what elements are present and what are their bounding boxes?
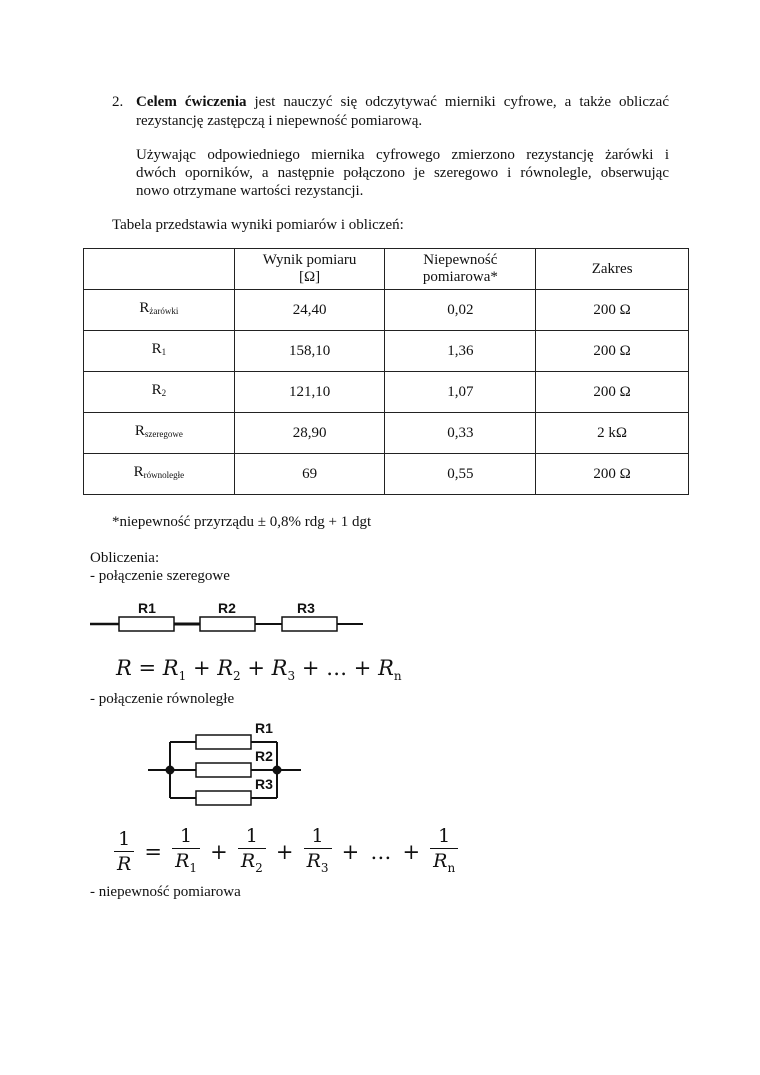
series-heading: - połączenie szeregowe (90, 568, 230, 584)
method-line-2: dwóch oporników, a następnie połączono je szeregowo i równolegle, obserwując (136, 165, 669, 181)
series-dots: … (326, 656, 348, 680)
intro-line-2: rezystancję zastępczą i niepewność pomiarową. (136, 113, 423, 129)
header-uncertainty (385, 249, 536, 290)
intro-rest: jest nauczyć się odczytywać mierniki cyfrowe, a także obliczać (246, 94, 669, 110)
fraction-r1: $\frac{1}{R_1}$ (172, 824, 200, 880)
row-range: 200 Ω (536, 454, 689, 495)
row-label (84, 331, 235, 372)
row-value: 69 (234, 454, 385, 495)
series-term-2: $R_2$ (217, 656, 241, 684)
row-range: 200 Ω (536, 331, 689, 372)
calc-heading: Obliczenia: (90, 550, 160, 566)
series-plus: + (301, 656, 320, 680)
row-label-sub: 1 (161, 347, 167, 357)
footnote: *niepewność przyrządu ± 0,8% rdg + 1 dgt (112, 514, 372, 530)
series-label-r2: R2 (218, 600, 236, 616)
series-label-r3: R3 (297, 600, 315, 616)
row-value: 24,40 (234, 290, 385, 331)
series-circuit-diagram (90, 598, 365, 638)
row-label-sub: szeregowe (144, 429, 183, 439)
parallel-label-r1: R1 (255, 720, 273, 736)
intro-line-1 (136, 93, 669, 112)
row-range: 200 Ω (536, 290, 689, 331)
method-line-3: nowo otrzymane wartości rezystancji. (136, 183, 364, 199)
row-uncertainty: 0,55 (385, 454, 536, 495)
row-label-base: R (133, 464, 144, 480)
parallel-resistor-2 (196, 763, 251, 777)
fraction-lhs: $\frac{1}{R}$ (114, 827, 134, 876)
header-range: Zakres (536, 249, 689, 290)
parallel-plus: + (341, 839, 360, 864)
parallel-plus: + (275, 839, 294, 864)
table-row (84, 290, 689, 331)
series-plus: + (192, 656, 211, 680)
fraction-r3: $\frac{1}{R_3}$ (304, 824, 332, 880)
parallel-circuit-diagram (148, 718, 303, 808)
row-range: 2 kΩ (536, 413, 689, 454)
table-row (84, 454, 689, 495)
parallel-formula (112, 824, 460, 880)
series-resistor-3 (282, 617, 337, 631)
header-uncertainty-line1: Niepewność (423, 252, 498, 268)
row-uncertainty: 1,07 (385, 372, 536, 413)
series-plus: + (353, 656, 372, 680)
row-label-sub: 2 (161, 388, 167, 398)
series-term-n: $R_n$ (378, 656, 402, 684)
row-value: 28,90 (234, 413, 385, 454)
series-label-r1: R1 (138, 600, 156, 616)
header-uncertainty-line2: pomiarowa* (422, 269, 498, 285)
parallel-resistor-3 (196, 791, 251, 805)
parallel-dots: … (370, 839, 392, 864)
series-plus: + (247, 656, 265, 680)
parallel-label-r3: R3 (255, 776, 273, 792)
series-formula (116, 656, 402, 683)
table-row (84, 372, 689, 413)
row-uncertainty: 1,36 (385, 331, 536, 372)
parallel-eq: = (144, 839, 163, 864)
series-term-1: $R_1$ (162, 656, 187, 684)
row-label-sub: równoległe (143, 470, 185, 480)
parallel-plus: + (402, 839, 421, 864)
row-label-base: R (151, 382, 162, 398)
method-line-1: Używając odpowiedniego miernika cyfrowego zmierzono rezystancję żarówki i (136, 147, 669, 163)
parallel-heading: - połączenie równoległe (90, 691, 235, 707)
row-label (84, 372, 235, 413)
row-label (84, 290, 235, 331)
series-resistor-2 (200, 617, 255, 631)
row-label-sub: żarówki (149, 306, 179, 316)
item-number: 2. (112, 94, 124, 110)
header-value-line2: [Ω] (299, 269, 321, 285)
row-label-base: R (134, 423, 145, 439)
intro-bold: Celem ćwiczenia (136, 94, 247, 110)
series-eq: = (138, 656, 157, 680)
header-empty (84, 249, 235, 290)
header-value-line1: Wynik pomiaru (262, 252, 357, 268)
row-range: 200 Ω (536, 372, 689, 413)
parallel-node-right (273, 766, 282, 775)
uncertainty-heading: - niepewność pomiarowa (90, 884, 241, 900)
table-row (84, 413, 689, 454)
row-label-base: R (151, 341, 162, 357)
fraction-rn: $\frac{1}{R_n}$ (430, 824, 458, 880)
fraction-r2: $\frac{1}{R_2}$ (238, 824, 266, 880)
table-header-row (84, 249, 689, 290)
results-table (83, 248, 689, 495)
row-value: 121,10 (234, 372, 385, 413)
series-resistor-1 (119, 617, 174, 631)
row-value: 158,10 (234, 331, 385, 372)
table-row (84, 331, 689, 372)
row-label (84, 413, 235, 454)
parallel-plus: + (210, 839, 228, 864)
row-label-base: R (139, 300, 150, 316)
row-uncertainty: 0,33 (385, 413, 536, 454)
table-caption: Tabela przedstawia wyniki pomiarów i obliczeń: (112, 217, 404, 233)
row-label (84, 454, 235, 495)
parallel-node-left (166, 766, 175, 775)
header-value (234, 249, 385, 290)
parallel-label-r2: R2 (255, 748, 273, 764)
series-term-3: $R_3$ (271, 656, 296, 684)
series-lhs: R (116, 656, 132, 680)
parallel-resistor-1 (196, 735, 251, 749)
row-uncertainty: 0,02 (385, 290, 536, 331)
